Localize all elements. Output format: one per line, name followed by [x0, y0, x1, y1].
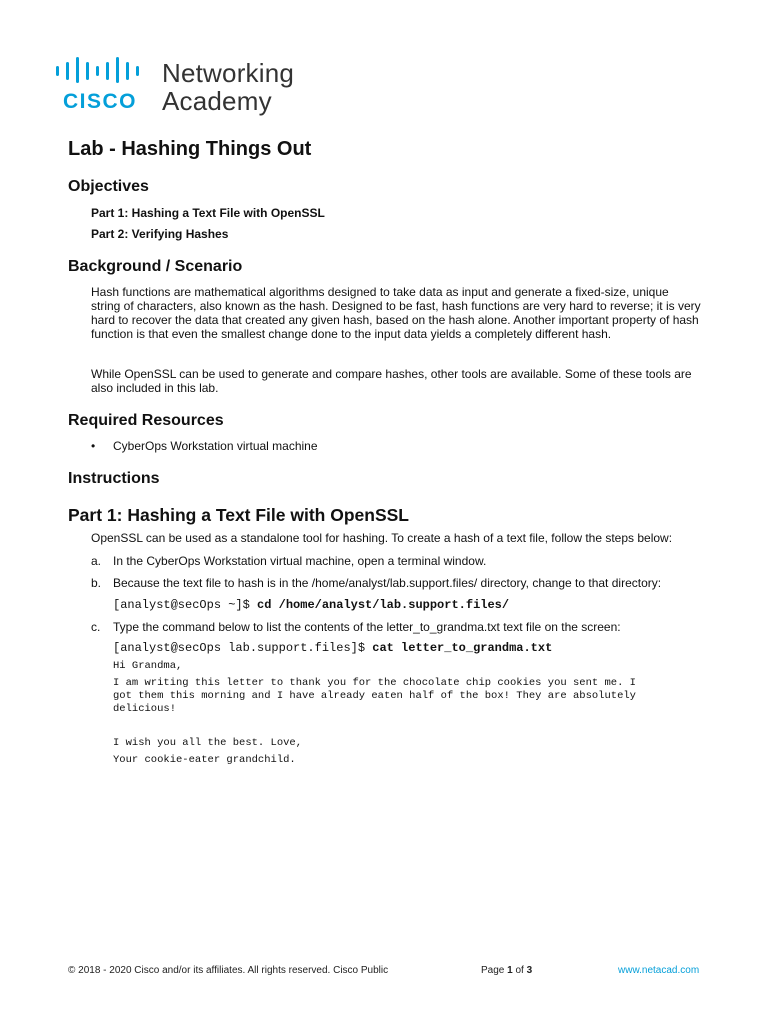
part1-heading: Part 1: Hashing a Text File with OpenSSL: [68, 505, 409, 525]
brand-academy: Academy: [162, 86, 272, 116]
footer-website-link[interactable]: www.netacad.com: [618, 965, 700, 976]
terminal-output-line: delicious!: [113, 703, 177, 715]
background-heading: Background / Scenario: [68, 258, 243, 275]
lab-title: Lab - Hashing Things Out: [68, 138, 312, 160]
step-marker: a.: [91, 554, 102, 568]
step-text: Because the text file to hash is in the /home/analyst/lab.support.files/ directory, change to that directory:: [113, 576, 662, 590]
cisco-networking-academy-logo: [54, 57, 314, 119]
page-total: 3: [526, 965, 533, 976]
step-marker: b.: [91, 576, 102, 590]
page-middle: of: [512, 965, 527, 976]
resource-item-label: CyberOps Workstation virtual machine: [113, 439, 318, 453]
cisco-wordmark: CISCO: [63, 90, 138, 113]
resources-heading: Required Resources: [68, 412, 224, 429]
footer-page-number: [481, 965, 532, 976]
command-line-b: [113, 598, 509, 612]
terminal-output-line: I am writing this letter to thank you for the chocolate chip cookies you sent me. I: [113, 677, 636, 689]
background-paragraph-1: Hash functions are mathematical algorithms designed to take data as input and generate a fixed-size, unique string of characters, also known as the hash. Designed to be fast, hash functions are very hard to reverse; it is very hard to recover the data that created any given hash, based on the hash alone. Another important property of hash function is that even the smallest change done to the input data yields a completely different hash.: [91, 285, 701, 341]
page-current: 1: [507, 965, 513, 976]
shell-prompt: [analyst@secOps ~]$: [113, 598, 258, 612]
step-text: Type the command below to list the contents of the letter_to_grandma.txt text file on the screen:: [113, 620, 621, 634]
terminal-output-line: I wish you all the best. Love,: [113, 737, 303, 749]
terminal-output-line: Your cookie-eater grandchild.: [113, 754, 296, 766]
step-text: In the CyberOps Workstation virtual machine, open a terminal window.: [113, 554, 487, 568]
instructions-heading: Instructions: [68, 470, 160, 487]
step-marker: c.: [91, 620, 101, 634]
command-line-c: [113, 641, 552, 655]
bullet-icon: •: [91, 439, 96, 453]
objectives-heading: Objectives: [68, 178, 149, 195]
background-paragraph-2: While OpenSSL can be used to generate and compare hashes, other tools are available. Some of these tools are also included in this lab.: [91, 367, 692, 395]
cisco-bridge-logo-icon: [54, 57, 154, 83]
shell-command: cd /home/analyst/lab.support.files/: [257, 598, 510, 612]
objective-item-2: Part 2: Verifying Hashes: [91, 227, 229, 241]
terminal-output-line: Hi Grandma,: [113, 660, 183, 672]
shell-prompt: [analyst@secOps lab.support.files]$: [113, 641, 373, 655]
terminal-output-line: got them this morning and I have already eaten half of the box! They are absolutely: [113, 690, 636, 702]
footer-copyright: © 2018 - 2020 Cisco and/or its affiliates. All rights reserved. Cisco Public: [68, 965, 389, 976]
brand-networking: Networking: [162, 58, 295, 88]
objective-item-1: Part 1: Hashing a Text File with OpenSSL: [91, 206, 325, 220]
part1-intro: OpenSSL can be used as a standalone tool for hashing. To create a hash of a text file, follow the steps below:: [91, 531, 673, 545]
page-prefix: Page: [481, 965, 508, 976]
shell-command: cat letter_to_grandma.txt: [372, 641, 553, 655]
